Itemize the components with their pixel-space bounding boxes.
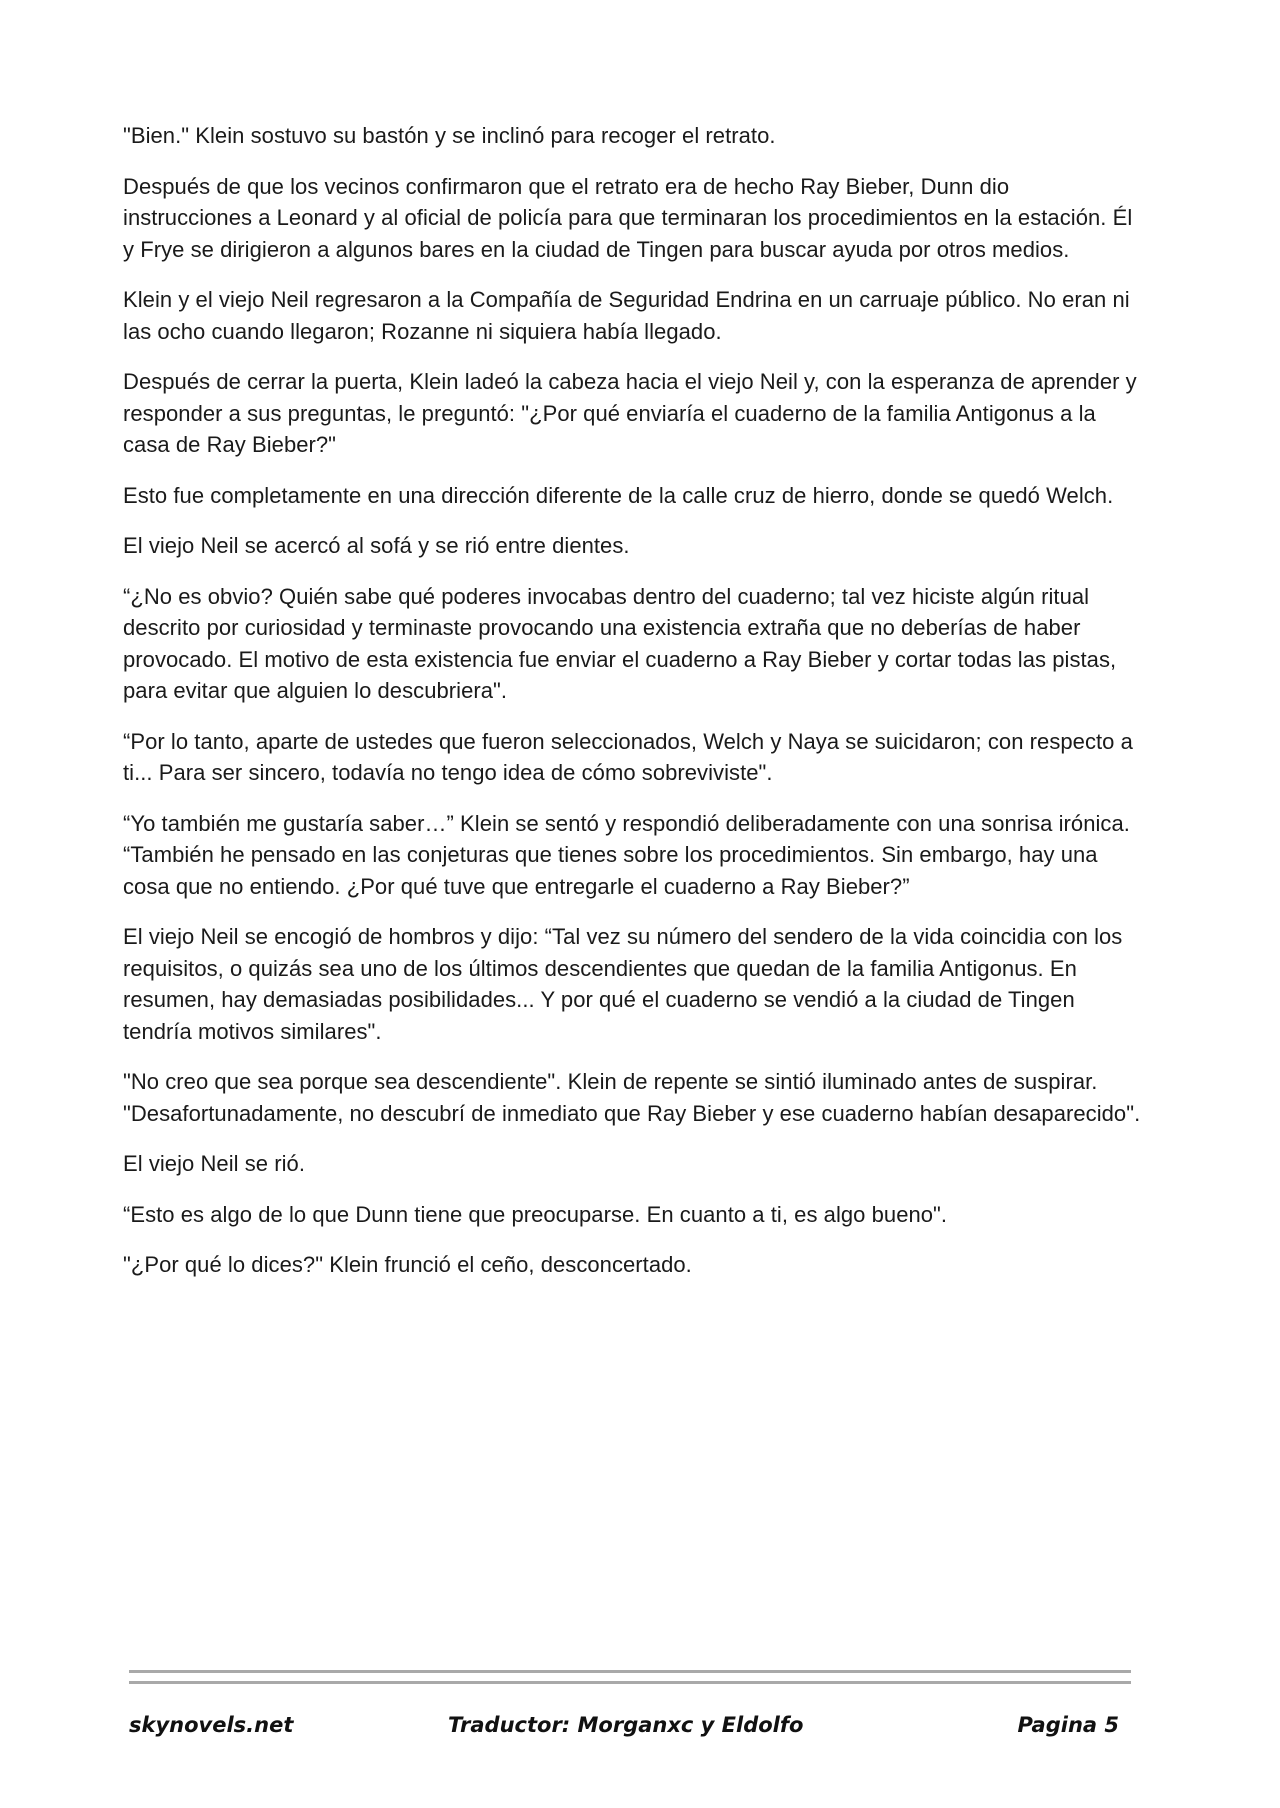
paragraph: El viejo Neil se acercó al sofá y se rió entre dientes. [123, 533, 630, 558]
paragraph: "¿Por qué lo dices?" Klein frunció el ceño, desconcertado. [123, 1252, 692, 1277]
footer-rule-top [129, 1670, 1131, 1673]
footer-divider [129, 1670, 1131, 1692]
paragraph: Después de que los vecinos confirmaron que el retrato era de hecho Ray Bieber, Dunn dio instrucciones a Leonard y al oficial de policía para que terminaran los procedimientos en la estación. Él y Frye se dirigieron a algunos bares en la ciudad de Tingen para buscar ayuda por otros medios. [123, 173, 1133, 262]
paragraph: “¿No es obvio? Quién sabe qué poderes invocabas dentro del cuaderno; tal vez hiciste algún ritual descrito por curiosidad y terminaste provocando una existencia extraña que no deberías de haber provocado. El motivo de esta existencia fue enviar el cuaderno a Ray Bieber y cortar todas las pistas, para evitar que alguien lo descubriera". [123, 583, 1117, 703]
paragraph: "Bien." Klein sostuvo su bastón y se inclinó para recoger el retrato. [123, 123, 776, 148]
paragraph: Klein y el viejo Neil regresaron a la Compañía de Seguridad Endrina en un carruaje público. No eran ni las ocho cuando llegaron; Rozanne ni siquiera había llegado. [123, 287, 1130, 344]
paragraph: Esto fue completamente en una dirección diferente de la calle cruz de hierro, donde se quedó Welch. [123, 482, 1114, 508]
footer-page-number: Pagina 5 [1017, 1713, 1119, 1737]
paragraph: "No creo que sea porque sea descendiente". Klein de repente se sintió iluminado antes de suspirar. "Desafortunadamente, no descubrí de inmediato que Ray Bieber y ese cuaderno habían desaparecido". [123, 1069, 1141, 1126]
footer-translator: Traductor: Morganxc y Eldolfo [448, 1713, 804, 1737]
paragraph: Después de cerrar la puerta, Klein ladeó la cabeza hacia el viejo Neil y, con la esperanza de aprender y responder a sus preguntas, le preguntó: "¿Por qué enviaría el cuaderno de la familia Antigonus a la casa de Ray Bieber?" [123, 369, 1137, 457]
paragraph: El viejo Neil se encogió de hombros y dijo: “Tal vez su número del sendero de la vida coincidia con los requisitos, o quizás sea uno de los últimos descendientes que quedan de la familia Antigonus. En resumen, hay demasiadas posibilidades... Y por qué el cuaderno se vendió a la ciudad de Tingen tendría motivos similares". [123, 924, 1123, 1044]
document-body [123, 120, 1143, 1300]
paragraph: “Esto es algo de lo que Dunn tiene que preocuparse. En cuanto a ti, es algo bueno". [123, 1201, 948, 1227]
page-footer [129, 1713, 1119, 1749]
footer-rule-bottom [129, 1681, 1131, 1684]
paragraph: “Por lo tanto, aparte de ustedes que fueron seleccionados, Welch y Naya se suicidaron; con respecto a ti... Para ser sincero, todavía no tengo idea de cómo sobreviviste". [123, 728, 1133, 785]
footer-site: skynovels.net [129, 1713, 294, 1737]
paragraph: “Yo también me gustaría saber…” Klein se sentó y respondió deliberadamente con una sonrisa irónica. “También he pensado en las conjeturas que tienes sobre los procedimientos. Sin embargo, hay una cosa que no entiendo. ¿Por qué tuve que entregarle el cuaderno a Ray Bieber?” [123, 810, 1130, 899]
paragraph: El viejo Neil se rió. [123, 1151, 306, 1176]
